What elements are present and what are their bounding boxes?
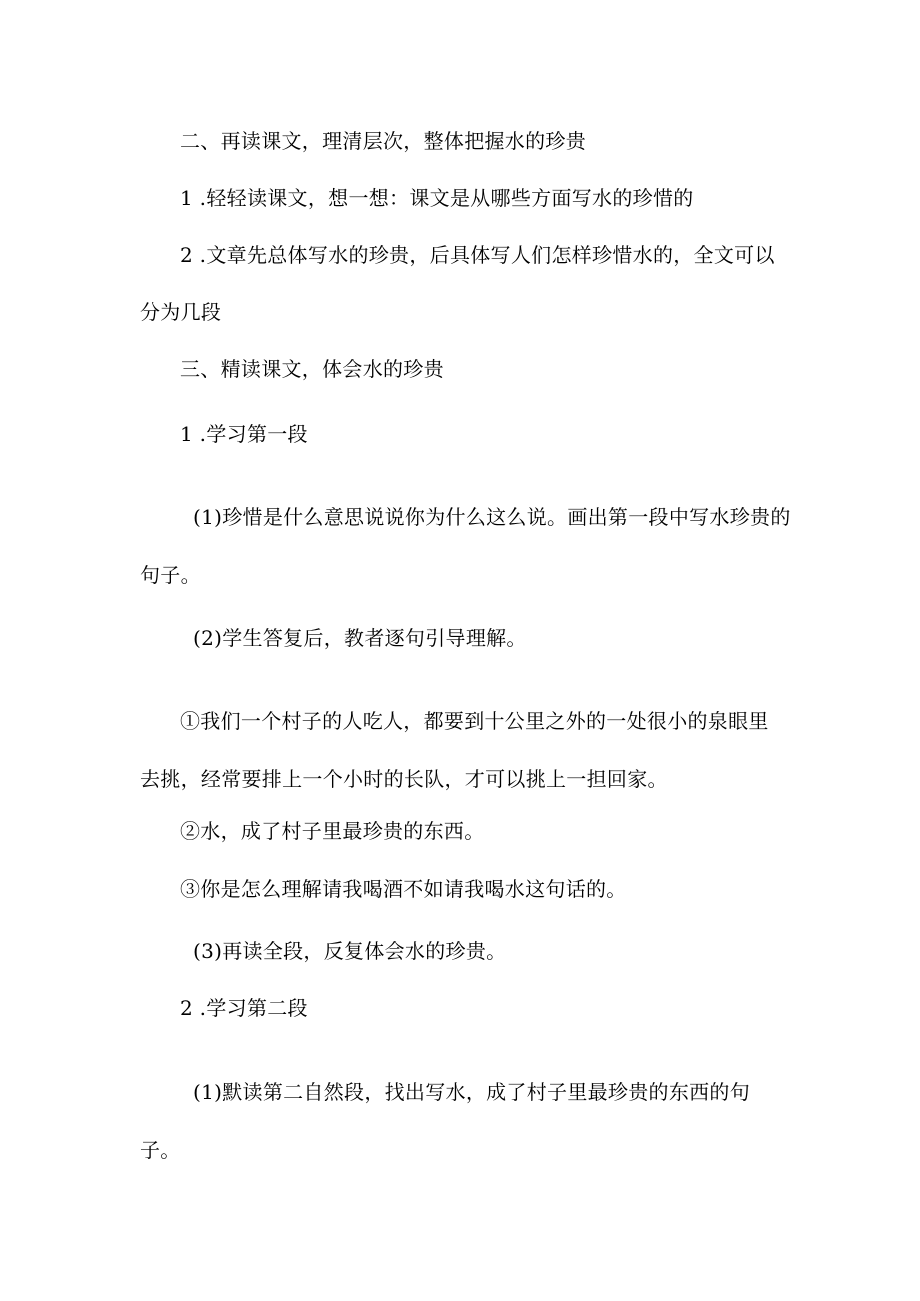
paragraph-line: 2 .文章先总体写水的珍贵，后具体写人们怎样珍惜水的，全文可以: [180, 243, 775, 267]
paragraph-line: 子。: [140, 1138, 181, 1162]
paragraph-line: ①我们一个村子的人吃人，都要到十公里之外的一处很小的泉眼里: [180, 709, 769, 733]
paragraph-line: 分为几段: [140, 300, 222, 324]
paragraph-line: ③你是怎么理解请我喝酒不如请我喝水这句话的。: [180, 877, 627, 901]
section-heading-2: 二、再读课文，理清层次，整体把握水的珍贵: [180, 129, 586, 153]
subsection-heading: 1 .学习第一段: [180, 422, 308, 446]
paragraph-line: (1)珍惜是什么意思说说你为什么这么说。画出第一段中写水珍贵的: [193, 505, 791, 529]
paragraph-line: (2)学生答复后，教者逐句引导理解。: [193, 626, 527, 650]
paragraph-line: 句子。: [140, 563, 201, 587]
paragraph-line: 去挑，经常要排上一个小时的长队，才可以挑上一担回家。: [140, 767, 668, 791]
subsection-heading: 2 .学习第二段: [180, 996, 308, 1020]
section-heading-3: 三、精读课文，体会水的珍贵: [180, 357, 444, 381]
paragraph-line: (3)再读全段，反复体会水的珍贵。: [193, 939, 507, 963]
paragraph-line: ②水，成了村子里最珍贵的东西。: [180, 819, 485, 843]
paragraph-line: (1)默读第二自然段，找出写水，成了村子里最珍贵的东西的句: [193, 1080, 751, 1104]
paragraph-line: 1 .轻轻读课文，想一想：课文是从哪些方面写水的珍惜的: [180, 186, 694, 210]
